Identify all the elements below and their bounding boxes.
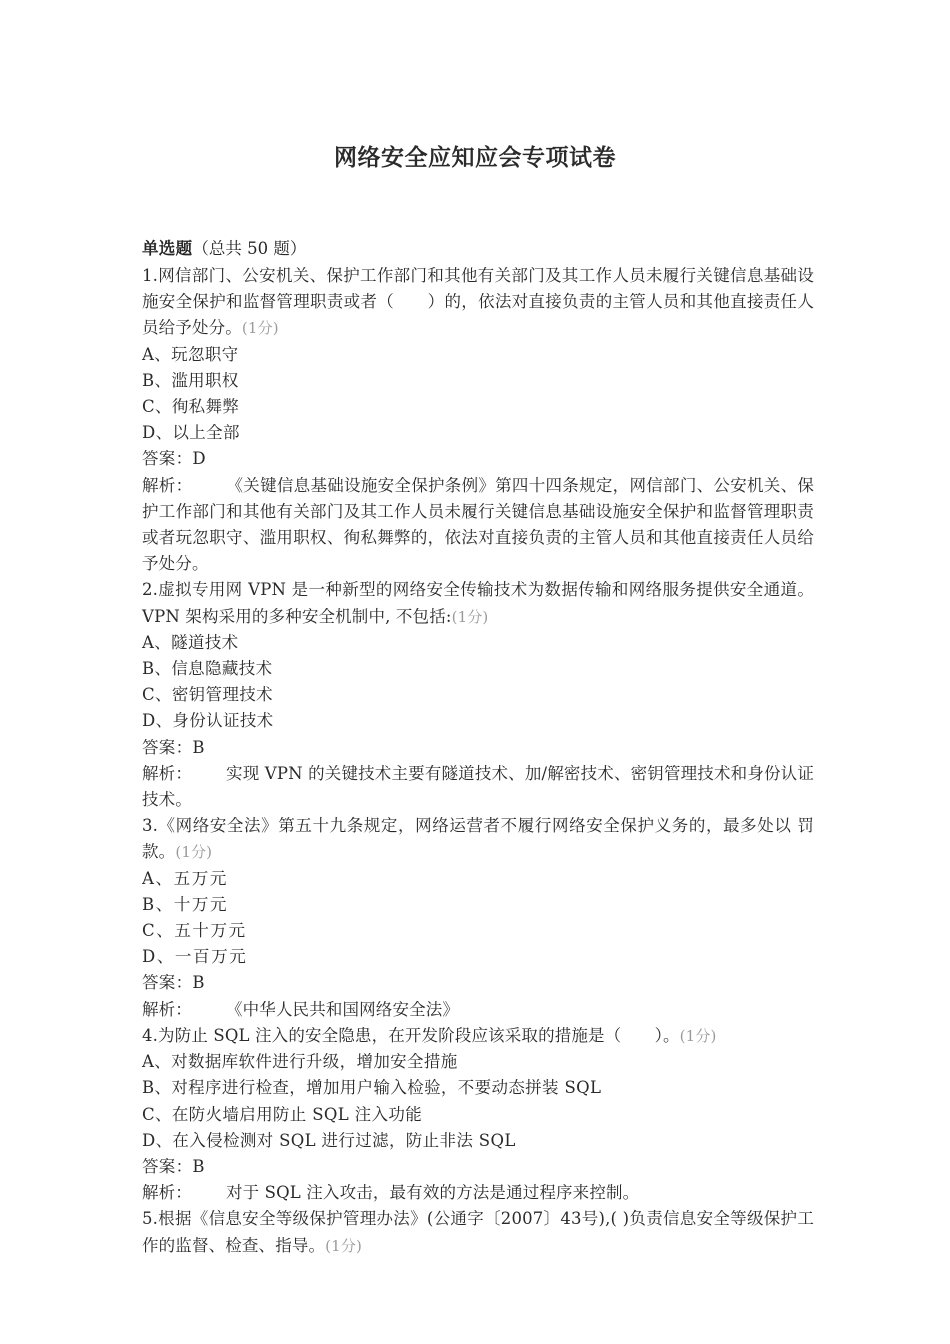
option-b[interactable]: B、十万元 xyxy=(142,894,229,914)
section-header xyxy=(142,236,814,262)
question-stem xyxy=(142,263,814,342)
question-stem xyxy=(142,1206,814,1258)
question-stem-text: 1.网信部门、公安机关、保护工作部门和其他有关部门及其工作人员未履行关键信息基础设施安全保护和监督管理职责或者（ ）的，依法对直接负责的主管人员和其他直接责任人员给予处分。 xyxy=(142,266,814,338)
question-stem-text: 3.《网络安全法》第五十九条规定，网络运营者不履行网络安全保护义务的，最多处以 罚款。 xyxy=(142,816,814,862)
question-5 xyxy=(142,1206,814,1258)
question-score: (1分) xyxy=(451,607,489,626)
option-d[interactable]: D、一百万元 xyxy=(142,947,248,967)
option-a[interactable]: A、玩忽职守 xyxy=(142,344,239,364)
option-c[interactable]: C、密钥管理技术 xyxy=(142,685,273,705)
option-c[interactable]: C、徇私舞弊 xyxy=(142,397,240,417)
question-2 xyxy=(142,577,814,813)
explanation-text: 《中华人民共和国网络安全法》 xyxy=(225,999,460,1019)
option-d[interactable]: D、以上全部 xyxy=(142,423,240,443)
question-1 xyxy=(142,263,814,577)
option-c[interactable]: C、五十万元 xyxy=(142,921,247,941)
option-b[interactable]: B、信息隐藏技术 xyxy=(142,659,273,679)
option-a[interactable]: A、五万元 xyxy=(142,868,228,888)
question-stem xyxy=(142,577,814,629)
explanation-label: 解析： xyxy=(142,999,192,1019)
explanation-label: 解析： xyxy=(142,475,193,495)
question-3 xyxy=(142,813,814,1023)
option-c[interactable]: C、在防火墙启用防止 SQL 注入功能 xyxy=(142,1104,423,1124)
question-stem-text: 4.为防止 SQL 注入的安全隐患，在开发阶段应该采取的措施是（ ）。 xyxy=(142,1025,680,1045)
option-b[interactable]: B、滥用职权 xyxy=(142,370,239,390)
section-header-count: （总共 50 题） xyxy=(192,239,307,258)
answer-line: 答案：D xyxy=(142,449,206,469)
explanation-line xyxy=(142,1180,814,1206)
question-score: (1分) xyxy=(679,1026,717,1045)
option-b[interactable]: B、对程序进行检查，增加用户输入检验，不要动态拼装 SQL xyxy=(142,1078,602,1098)
question-stem xyxy=(142,813,814,865)
explanation-line xyxy=(142,761,814,813)
explanation-text: 《关键信息基础设施安全保护条例》第四十四条规定，网信部门、公安机关、保护工作部门和其他有关部门及其工作人员未履行关键信息基础设施安全保护和监督管理职责或者玩忽职守、滥用职权、徇私舞弊的，依法对直接负责的主管人员和其他直接责任人员给予处分。 xyxy=(142,475,815,574)
explanation-line xyxy=(142,473,814,578)
question-score: (1分) xyxy=(175,843,213,862)
question-score: (1分) xyxy=(325,1236,363,1255)
answer-line: 答案：B xyxy=(142,973,205,993)
question-score: (1分) xyxy=(241,319,279,338)
option-a[interactable]: A、对数据库软件进行升级，增加安全措施 xyxy=(142,1052,458,1072)
question-4 xyxy=(142,1023,814,1206)
option-d[interactable]: D、身份认证技术 xyxy=(142,711,274,731)
exam-body xyxy=(142,236,814,1259)
question-stem xyxy=(142,1023,814,1049)
option-d[interactable]: D、在入侵检测对 SQL 进行过滤，防止非法 SQL xyxy=(142,1130,516,1150)
explanation-label: 解析： xyxy=(142,1183,192,1203)
section-header-label: 单选题 xyxy=(142,239,193,258)
question-stem-text: 5.根据《信息安全等级保护管理办法》(公通字〔2007〕43号),( )负责信息安全等级保护工作的监督、检查、指导。 xyxy=(142,1209,814,1255)
answer-line: 答案：B xyxy=(142,737,205,757)
explanation-text: 实现 VPN 的关键技术主要有隧道技术、加/解密技术、密钥管理技术和身份认证技术。 xyxy=(142,763,814,810)
explanation-text: 对于 SQL 注入攻击，最有效的方法是通过程序来控制。 xyxy=(225,1183,640,1203)
explanation-line xyxy=(142,997,814,1023)
explanation-label: 解析： xyxy=(142,763,193,783)
answer-line: 答案：B xyxy=(142,1156,205,1176)
option-a[interactable]: A、隧道技术 xyxy=(142,632,239,652)
question-stem-text: 2.虚拟专用网 VPN 是一种新型的网络安全传输技术为数据传输和网络服务提供安全通道。VPN 架构采用的多种安全机制中, 不包括: xyxy=(142,580,814,626)
page-title: 网络安全应知应会专项试卷 xyxy=(334,144,616,171)
